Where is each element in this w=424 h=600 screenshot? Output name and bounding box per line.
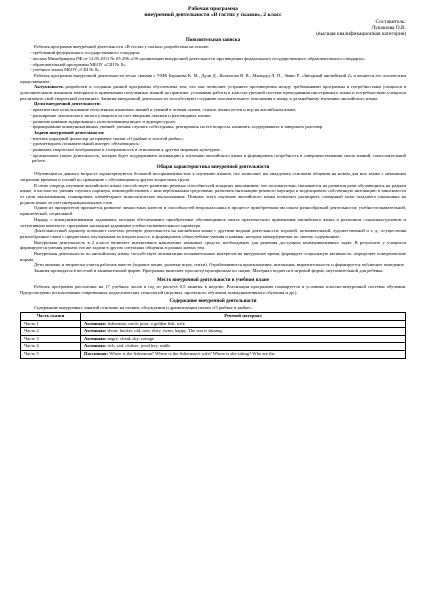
table-row bbox=[21, 350, 406, 358]
paragraph: Внеурочная деятельность по английскому языку способствует активизации познавательных интересов во внеурочное время, формирует социальную активность, определяет поведенческие нормы. bbox=[20, 251, 406, 262]
content-table bbox=[20, 312, 406, 359]
list-item: - удовлетворить познавательный интерес обучающихся; bbox=[30, 141, 140, 147]
paragraph: В свою очередь изучение английского языка способствует развитию речевых способностей младших школьников, что положительно сказывается на развитии речи обучающихся на родном языке, в частности, умения слушать партнера, взаимодействовать с ним вербальными средствами, различать интонацию речевого партнера и моделировать собственную интонацию в зависимости от цели высказывания, планировать элементарное монологическое высказывание. Помимо этого изучение английского языка позволяет расширить словарный запас младшего школьника на родном языке за счет интернациональных слов. bbox=[20, 182, 406, 205]
document-page bbox=[20, 6, 406, 359]
paragraph bbox=[20, 84, 406, 101]
section-heading: Место внеурочной деятельности в учебном плане bbox=[157, 277, 269, 283]
vocab-type: Активная: bbox=[84, 343, 107, 349]
cell-part: Часть 5 bbox=[21, 350, 81, 358]
section-heading: Общая характеристика внеурочной деятельности bbox=[156, 165, 270, 171]
vocab-type: Активная: bbox=[84, 320, 107, 326]
paragraph: Дети активно и творчески учатся работать вместе (хоровое пение, ролевые игры, стихи). Отрабатываются произношение, интонация, выразительность и формируется публичное поведение. bbox=[34, 262, 405, 268]
table-row bbox=[21, 320, 406, 328]
column-header-part: Часть сказки bbox=[21, 312, 81, 320]
cell-material bbox=[81, 328, 406, 336]
cell-part: Часть 3 bbox=[21, 335, 81, 343]
table-row bbox=[21, 335, 406, 343]
table-row bbox=[21, 328, 406, 336]
cell-part: Часть 4 bbox=[21, 343, 81, 351]
list-item: - изучить народный фольклор на примере сказки «О рыбаке и золотой рыбке»; bbox=[30, 135, 184, 141]
cell-material bbox=[81, 335, 406, 343]
vocab-list: fisherman, catch, poor, a golden fish, wife bbox=[106, 320, 185, 326]
vocab-type: Пассивная: bbox=[84, 350, 109, 356]
list-item: - практическое использование полученных языковых знаний и умений в чтении сказки, стихов, пении песен и игр на английском языке; bbox=[30, 107, 297, 113]
list-item: - развитие навыков аудирования с использованием видео и аудиоресурсов; bbox=[30, 118, 176, 124]
list-item: - образовательной программы МБОУ «СШ № 8», bbox=[30, 61, 127, 67]
list-item: - формирование коммуникативных умений: умения слушать собеседника, реагировать на его вопросы, начинать, поддерживать и завершать разговор. bbox=[30, 124, 324, 130]
author-line: (высшая квалификационная категория) bbox=[316, 31, 406, 38]
cell-part: Часть 1 bbox=[21, 320, 81, 328]
paragraph: Деятельностный характер позволяет сочетать речевую деятельность на английском языке с другими видами деятельности: игровой, познавательной, художественной и т. д., осуществляя разнообразные связи с предметами, изучаемыми во втором классе, и формировать общеучебные умения и навыки, которые межпредметны по своему содержанию. bbox=[20, 228, 406, 239]
author-block bbox=[20, 19, 406, 38]
paragraph: Наряду с коммуникативными заданиями, которые обеспечивают приобретение обучающимися опыта практического применения английского языка в различном социально-ролевом и ситуативном контексте, программа насыщена заданиями учебно-познавательного характера. bbox=[20, 216, 406, 228]
list-item: - организовать такую деятельность, которая будет поддерживать мотивацию к изучению английского языка и формировать потребность в совершенствовании своих знаний, самостоятельной работе. bbox=[30, 152, 406, 164]
vocab-list: Where is the fisherman? Where is the fisherman's wife? Where is she sitting? Who are the bbox=[108, 350, 275, 356]
subheading: Задачи внеурочной деятельности: bbox=[34, 129, 105, 135]
term-label: Актуальность bbox=[34, 84, 64, 90]
cell-part: Часть 2 bbox=[21, 328, 81, 336]
section-heading: Содержание внеурочной деятельности bbox=[169, 299, 257, 305]
paragraph: Рабочая программа рассчитана на 17 учебных часов в год из расчета 0,5 занятия в неделю. Реализация программы планируется в условиях классно-внеурочной системы обучения. Предусмотрено использование современных педагогических технологий (игровых, проектного обучения, коммуникативного обучения и др.). bbox=[20, 283, 406, 295]
table-row bbox=[21, 343, 406, 351]
title-line: Рабочая программа bbox=[188, 6, 238, 12]
paragraph: Внеурочная деятельность в 2 классе включает интенсивное накопление языковых средств, необходимых для решения доступных коммуникативных задач. В результате у учащихся формируются умения решать эти же задачи в других ситуациях общения, в разных новых тем. bbox=[20, 239, 406, 251]
list-item: - развивать творческое воображение и толерантность в отношении к другим мировым культурам; bbox=[30, 147, 221, 153]
vocab-list: rich, sad, clothes, jewellery, stable bbox=[106, 343, 171, 349]
paragraph: Занятия проводятся в веселой и занимательной форме. Программа включает просмотр мультфильма по сказке. Материал подается в игровой форме, неутомительной для ребенка. bbox=[34, 268, 384, 274]
vocab-type: Активная: bbox=[84, 335, 107, 341]
list-item: - расширение лексического запаса учащихся за счет введения лексики и разговорных клише; bbox=[30, 112, 212, 118]
paragraph: Рабочая программа внеурочной деятельности «В гостях у сказки» разработана на основе: bbox=[34, 44, 210, 50]
subheading: Цели внеурочной деятельности: bbox=[34, 101, 101, 107]
paragraph-text: разработки и создания данной программы обусловлена тем, что она позволяет устранить противоречия между требованиями программы и потребностями учащихся в дополнительном языковом материале и применении полученных знаний на практике; условиями работы в классно-урочной системе преподавания иностранного языка и потребностями учащихся реализовать свой творческий потенциал. Занятия внеурочной деятельности способствуют созданию положительного отношения к языку и дальнейшему изучению английского языка. bbox=[20, 84, 406, 101]
cell-material bbox=[81, 350, 406, 358]
list-item: - требований федерального государственного стандарта, bbox=[30, 50, 141, 56]
cell-material bbox=[81, 343, 406, 351]
paragraph: Рабочая программа внеурочной деятельности тесно связана с УМК Баранова К. М., Дули Д., Копылова В. В., Мильруд Л. П., Эванс Р. «Звездный английский 2» и является его логическим продолжением. bbox=[20, 72, 406, 84]
vocab-list: shout, bucket, old, new, dirty, swim, happy. The sun is shining. bbox=[106, 328, 223, 334]
table-header-row bbox=[21, 312, 406, 320]
author-line: Составитель: bbox=[375, 18, 406, 25]
paragraph: Одним из приоритетов признается развитие личностных качеств и способностей второклассника в процессе приобретения им опыта разнообразной деятельности: учебно-познавательной, практической, социальной. bbox=[20, 205, 406, 217]
paragraph: Обучающиеся данного возраста характеризуются большой восприимчивостью к изучению языков, что позволяет им овладевать основами общения на новом для них языке с меньшими затратами времени и усилий по сравнению с обучающимися других возрастных групп. bbox=[20, 171, 406, 182]
list-item: - учебного плана МБОУ «СШ № 8». bbox=[30, 67, 101, 73]
paragraph: Содержание внеурочных занятий основано на чтении, обсуждении и драматизации сказки «О рыбаке и рыбке». bbox=[34, 305, 253, 311]
document-title bbox=[20, 6, 406, 19]
column-header-material: Речевой материал bbox=[81, 312, 406, 320]
cell-material bbox=[81, 320, 406, 328]
author-line: Лукашова О.В. bbox=[371, 25, 406, 32]
title-line: внеурочной деятельности «В гостях у сказки», 2 класс bbox=[144, 12, 282, 19]
section-heading: Пояснительная записка bbox=[185, 38, 241, 44]
vocab-list: angry, cloud, sky, cottage bbox=[106, 335, 155, 341]
vocab-type: Активная: bbox=[84, 328, 107, 334]
list-item: - письма Минобрнауки РФ от 12.05.2011 № 03-296 «Об организации внеурочной деятельности при введении федерального государственного образовательного стандарта», bbox=[30, 55, 366, 61]
